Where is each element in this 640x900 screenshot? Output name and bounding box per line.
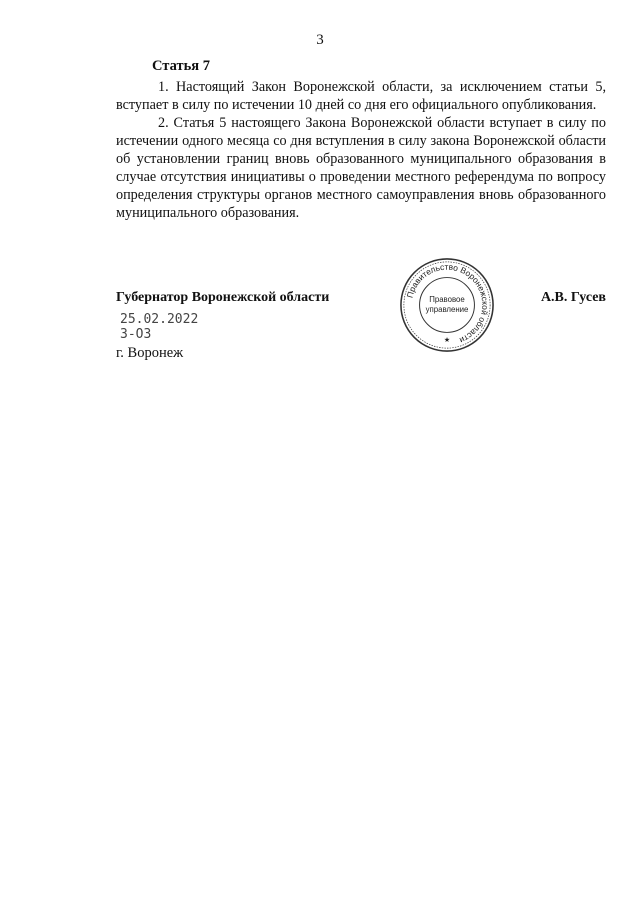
paragraph-2: 2. Статья 5 настоящего Закона Воронежской области вступает в силу по истечении одного месяца со дня вступления в силу закона Воронежской области об установлении границ вновь образованного муниципального образования в случае отсутствия инициативы о проведении местного референдума по вопросу определения структуры органов местного самоуправления вновь образованного муниципального образования.	[116, 115, 606, 221]
article-title: Статья 7	[152, 58, 210, 74]
seal-center-line-1: Правовое	[429, 295, 465, 305]
page-number: 3	[316, 32, 324, 48]
city: г. Воронеж	[116, 345, 184, 361]
seal-ring-text: Правительство Воронежской области	[404, 261, 491, 346]
official-seal-icon	[398, 256, 496, 354]
paragraph-1: 1. Настоящий Закон Воронежской области, за исключением статьи 5, вступает в силу по истечении 10 дней со дня его официального опубликования.	[116, 79, 606, 113]
registration-stamp	[120, 312, 198, 342]
registration-date: 25.02.2022	[120, 312, 199, 327]
seal-star-icon: ★	[443, 337, 451, 345]
governor-title: Губернатор Воронежской области	[116, 290, 330, 305]
governor-name: А.В. Гусев	[540, 290, 606, 305]
registration-number: 3-ОЗ	[120, 327, 152, 342]
seal-center-line-2: управление	[425, 304, 469, 314]
article-body	[116, 78, 606, 222]
